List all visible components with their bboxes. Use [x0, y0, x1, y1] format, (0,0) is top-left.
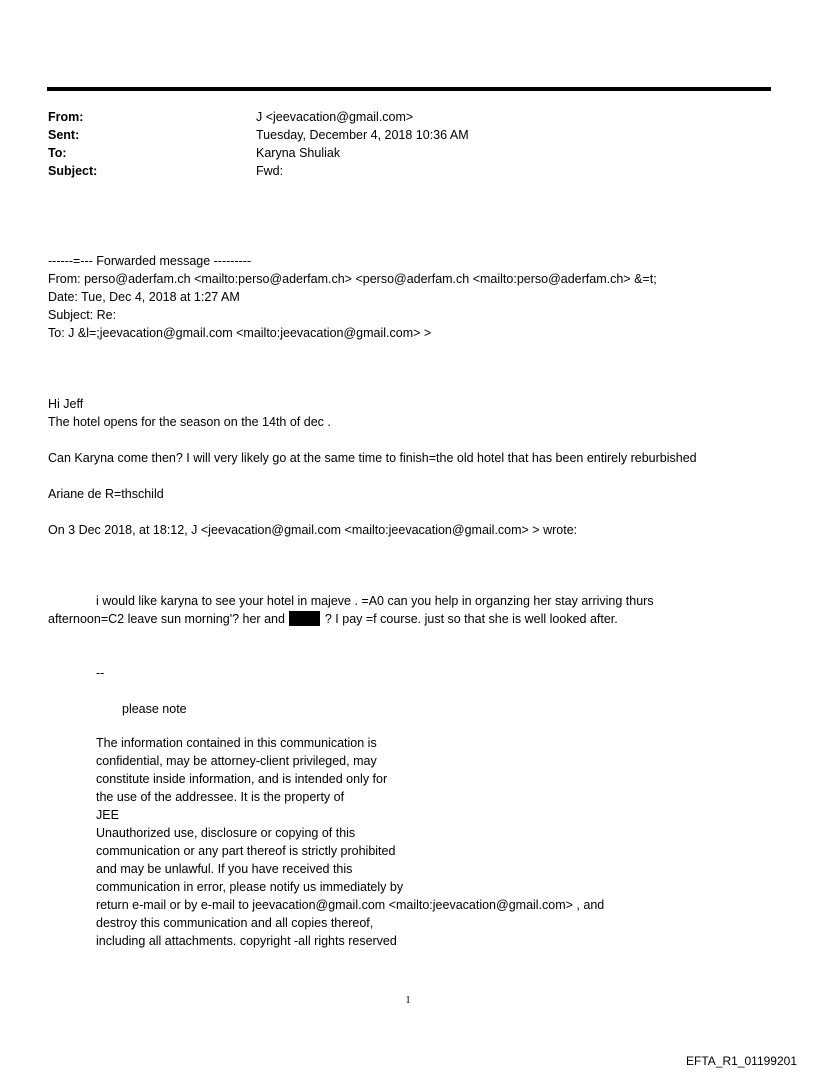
reply-line-1: The hotel opens for the season on the 14th of dec .	[48, 415, 331, 429]
disclaimer-line: Unauthorized use, disclosure or copying of this	[96, 826, 356, 840]
disclaimer-line: and may be unlawful. If you have received this	[96, 862, 353, 876]
reply-body	[48, 395, 697, 539]
to-row	[48, 144, 469, 162]
page-number: 1	[405, 994, 411, 1006]
to-label: To:	[48, 146, 67, 160]
disclaimer-line: JEE	[96, 808, 119, 822]
redaction-box	[289, 611, 320, 626]
signature-block	[96, 664, 187, 718]
disclaimer-line: destroy this communication and all copies thereof,	[96, 916, 374, 930]
header-rule	[47, 87, 771, 91]
document-id: EFTA_R1_01199201	[686, 1054, 797, 1068]
disclaimer-line: communication in error, please notify us immediately by	[96, 880, 404, 894]
disclaimer-line: including all attachments. copyright -all rights reserved	[96, 934, 397, 948]
disclaimer	[96, 734, 604, 950]
from-value: J <jeevacation@gmail.com>	[256, 110, 414, 124]
quoted-line-2a: afternoon=C2 leave sun morning'? her and	[48, 612, 289, 626]
subject-row	[48, 162, 469, 180]
quote-intro: On 3 Dec 2018, at 18:12, J <jeevacation@gmail.com <mailto:jeevacation@gmail.com> > wrote:	[48, 523, 578, 537]
greeting: Hi Jeff	[48, 397, 84, 411]
email-header	[48, 108, 469, 180]
sent-row	[48, 126, 469, 144]
to-value: Karyna Shuliak	[256, 146, 341, 160]
disclaimer-line: the use of the addressee. It is the property of	[96, 790, 345, 804]
forwarded-to: To: J &l=;jeevacation@gmail.com <mailto:jeevacation@gmail.com> >	[48, 326, 432, 340]
forwarded-divider: ------=--- Forwarded message ---------	[48, 254, 252, 268]
sent-value: Tuesday, December 4, 2018 10:36 AM	[256, 128, 469, 142]
disclaimer-line: The information contained in this communication is	[96, 736, 377, 750]
reply-line-2: Can Karyna come then? I will very likely go at the same time to finish=the old hotel that has been entirely reburbished	[48, 451, 697, 465]
reply-signature: Ariane de R=thschild	[48, 487, 164, 501]
sent-label: Sent:	[48, 128, 80, 142]
signature-dashes: --	[96, 666, 105, 680]
disclaimer-line: return e-mail or by e-mail to jeevacation@gmail.com <mailto:jeevacation@gmail.com> , and	[96, 898, 605, 912]
disclaimer-line: confidential, may be attorney-client privileged, may	[96, 754, 377, 768]
from-label: From:	[48, 110, 84, 124]
disclaimer-line: communication or any part thereof is strictly prohibited	[96, 844, 396, 858]
please-note: please note	[122, 702, 187, 716]
subject-value: Fwd:	[256, 164, 284, 178]
forwarded-header	[48, 252, 657, 342]
quoted-line-2b: ? I pay =f course. just so that she is well looked after.	[321, 612, 618, 626]
quoted-line-2	[48, 610, 654, 628]
forwarded-from: From: perso@aderfam.ch <mailto:perso@aderfam.ch> <perso@aderfam.ch <mailto:perso@aderfam.ch> &=t;	[48, 272, 657, 286]
forwarded-subject: Subject: Re:	[48, 308, 117, 322]
subject-label: Subject:	[48, 164, 98, 178]
from-row	[48, 108, 469, 126]
quoted-message	[48, 592, 654, 628]
disclaimer-line: constitute inside information, and is intended only for	[96, 772, 388, 786]
forwarded-date: Date: Tue, Dec 4, 2018 at 1:27 AM	[48, 290, 240, 304]
quoted-line-1: i would like karyna to see your hotel in majeve . =A0 can you help in organzing her stay arriving thurs	[96, 594, 654, 608]
